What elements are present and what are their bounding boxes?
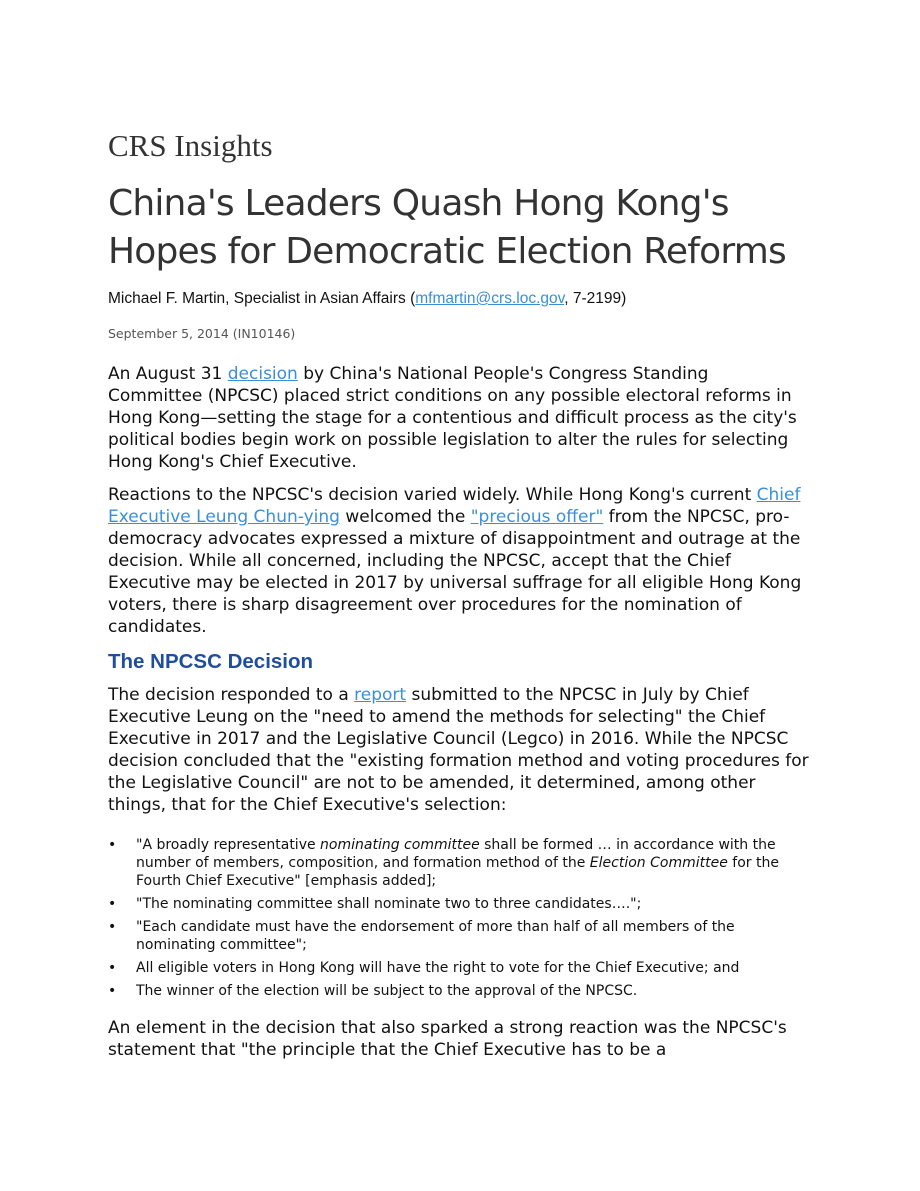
precious-offer-link[interactable]: "precious offer" — [470, 507, 604, 527]
paragraph-3-text: submitted to the NPCSC in July by Chief Executive Leung on the "need to amend the methods for selecting" the Chief Executive in 2017 and the Legislative Council (Legco) in 2016. While the NPCSC decision concluded that the "existing formation method and voting procedures for the Legislative Council" are not to be amended, it determined, among other things, that for the Chief Executive's selection: — [108, 685, 809, 815]
list-item — [108, 836, 808, 890]
bullet-icon: • — [108, 983, 117, 999]
list-item-text: shall be formed … in accordance with the number of members, composition, and formation method of the — [136, 837, 776, 871]
decision-bullet-list — [108, 836, 808, 1005]
list-item — [108, 895, 808, 913]
publication-brand: CRS Insights — [108, 128, 273, 163]
list-item-text: All eligible voters in Hong Kong will have the right to vote for the Chief Executive; and — [136, 960, 740, 976]
emphasis-text: nominating committee — [320, 837, 480, 853]
paragraph-4: An element in the decision that also sparked a strong reaction was the NPCSC's statement that "the principle that the Chief Executive has to be a — [108, 1018, 787, 1060]
list-item-text: "The nominating committee shall nominate two to three candidates…."; — [136, 896, 642, 912]
list-item-text: "Each candidate must have the endorsement of more than half of all members of the nominating committee"; — [136, 919, 735, 953]
list-item — [108, 918, 808, 954]
chief-executive-link[interactable]: Chief Executive Leung Chun-ying — [108, 485, 801, 527]
paragraph-3-text: The decision responded to a — [108, 685, 355, 705]
list-item — [108, 959, 808, 977]
bullet-icon: • — [108, 960, 117, 976]
paragraph-1-text: An August 31 — [108, 364, 228, 384]
paragraph-1-text: by China's National People's Congress Standing Committee (NPCSC) placed strict conditions on any possible electoral reforms in Hong Kong—setting the stage for a contentious and difficult process as the city's political bodies begin work on possible legislation to alter the rules for selecting Hong Kong's Chief Executive. — [108, 364, 797, 472]
list-item-text: "A broadly representative — [136, 837, 321, 853]
bullet-icon: • — [108, 837, 117, 853]
author-email-link[interactable]: mfmartin@crs.loc.gov — [415, 290, 565, 307]
emphasis-text: Election Committee — [589, 855, 728, 871]
paragraph-2-text: from the NPCSC, pro-democracy advocates expressed a mixture of disappointment and outrage at the decision. While all concerned, including the NPCSC, accept that the Chief Executive may be elected in 2017 by universal suffrage for all eligible Hong Kong voters, there is sharp disagreement over procedures for the nomination of candidates. — [108, 507, 802, 637]
bullet-icon: • — [108, 896, 117, 912]
page-title: China's Leaders Quash Hong Kong's Hopes for Democratic Election Reforms — [108, 183, 786, 272]
paragraph-2-text: welcomed the — [339, 507, 471, 527]
list-item-text: for the Fourth Chief Executive" [emphasis added]; — [136, 855, 779, 889]
section-heading: The NPCSC Decision — [108, 650, 314, 673]
paragraph-3 — [108, 684, 810, 816]
byline-suffix: , 7-2199) — [564, 290, 627, 307]
paragraph-2 — [108, 484, 813, 638]
author-byline — [108, 290, 626, 308]
byline-prefix: Michael F. Martin, Specialist in Asian Affairs ( — [108, 290, 416, 307]
paragraph-1 — [108, 363, 808, 473]
list-item — [108, 982, 808, 1000]
decision-link[interactable]: decision — [227, 364, 298, 384]
bullet-icon: • — [108, 919, 117, 935]
report-link[interactable]: report — [354, 685, 407, 705]
paragraph-2-text: Reactions to the NPCSC's decision varied widely. While Hong Kong's current — [108, 485, 757, 505]
publication-date: September 5, 2014 (IN10146) — [108, 326, 296, 341]
list-item-text: The winner of the election will be subject to the approval of the NPCSC. — [136, 983, 638, 999]
